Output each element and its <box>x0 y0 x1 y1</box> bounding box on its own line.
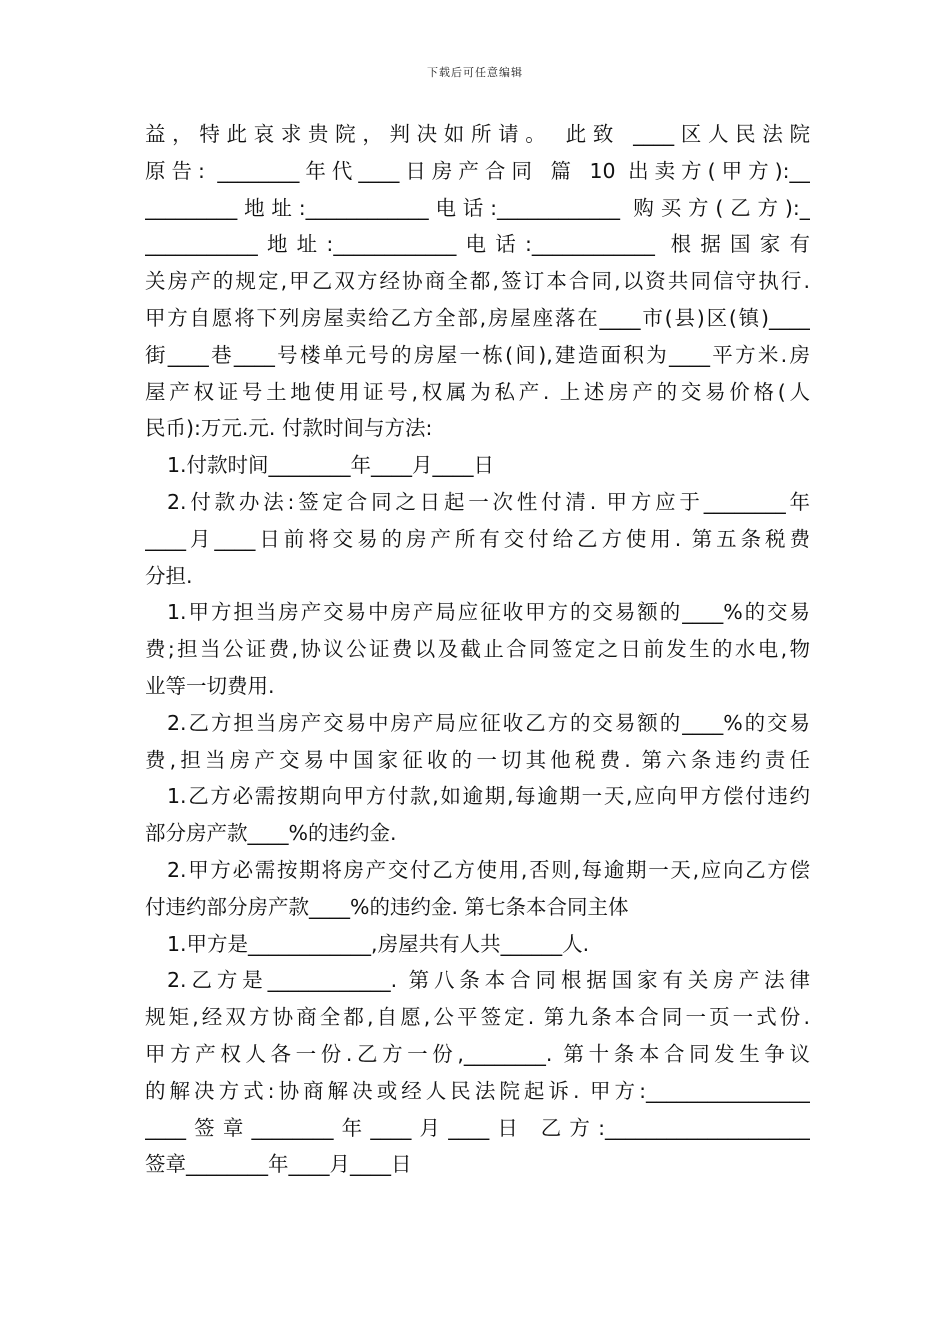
text-line: 民币):万元.元. 付款时间与方法: <box>145 416 433 441</box>
text-line: 甲方自愿将下列房屋卖给乙方全部,房屋座落在____市(县)区(镇)____ <box>145 305 810 330</box>
text-line: 关房产的规定,甲乙双方经协商全都,签订本合同,以资共同信守执行. <box>145 269 810 294</box>
text-line: 规矩,经双方协商全都,自愿,公平签定. 第九条本合同一页一式份. <box>145 1005 810 1030</box>
text-line: 1.乙方必需按期向甲方付款,如逾期,每逾期一天,应向甲方偿付违约 <box>167 784 810 809</box>
text-line: 费,担当房产交易中国家征收的一切其他税费. 第六条违约责任 <box>145 747 810 772</box>
text-line: 部分房产款____%的违约金. <box>145 821 397 846</box>
text-line: 的解决方式:协商解决或经人民法院起诉. 甲方:________________ <box>145 1078 810 1103</box>
text-line: 1.甲方担当房产交易中房产局应征收甲方的交易额的____%的交易 <box>167 600 810 625</box>
text-line: 付违约部分房产款____%的违约金. 第七条本合同主体 <box>145 894 629 919</box>
text-line: 2.乙方是____________. 第八条本合同根据国家有关房产法律 <box>167 968 810 993</box>
text-line: 分担. <box>145 563 193 588</box>
text-line: 2.乙方担当房产交易中房产局应征收乙方的交易额的____%的交易 <box>167 710 810 735</box>
text-line: ___________地址:____________电话:____________ 根据国家有 <box>145 232 810 257</box>
text-line: 2.付款办法:签定合同之日起一次性付清. 甲方应于________年 <box>167 489 810 514</box>
text-line: 街____巷____号楼单元号的房屋一栋(间),建造面积为____平方米.房 <box>145 342 810 367</box>
text-line: ____月____日前将交易的房产所有交付给乙方使用. 第五条税费 <box>145 526 810 551</box>
text-line: 2.甲方必需按期将房产交付乙方使用,否则,每逾期一天,应向乙方偿 <box>167 857 810 882</box>
page-header: 下载后可任意编辑 <box>427 66 523 79</box>
contract-body <box>145 116 810 1183</box>
text-line: ____签章________年____月____日 乙方:____________________ <box>145 1115 810 1140</box>
text-line: 原告: ________年代____日房产合同 篇 10 出卖方(甲方):__ <box>145 158 810 183</box>
text-line: 签章________年____月____日 <box>145 1152 412 1177</box>
text-line: 费;担当公证费,协议公证费以及截止合同签定之日前发生的水电,物 <box>145 637 810 662</box>
text-line: 1.甲方是____________,房屋共有人共______人. <box>167 931 590 956</box>
text-line: 益，特此哀求贵院，判决如所请。 此致 ____区人民法院 <box>145 122 810 146</box>
text-line: 1.付款时间________年____月____日 <box>167 453 495 478</box>
text-line: 屋产权证号土地使用证号,权属为私产. 上述房产的交易价格(人 <box>145 379 810 404</box>
text-line: 甲方产权人各一份.乙方一份,________. 第十条本合同发生争议 <box>145 1041 810 1066</box>
text-line: 业等一切费用. <box>145 673 275 698</box>
text-line: _________地址:____________电话:____________ 购买方(乙方):_ <box>145 195 810 220</box>
